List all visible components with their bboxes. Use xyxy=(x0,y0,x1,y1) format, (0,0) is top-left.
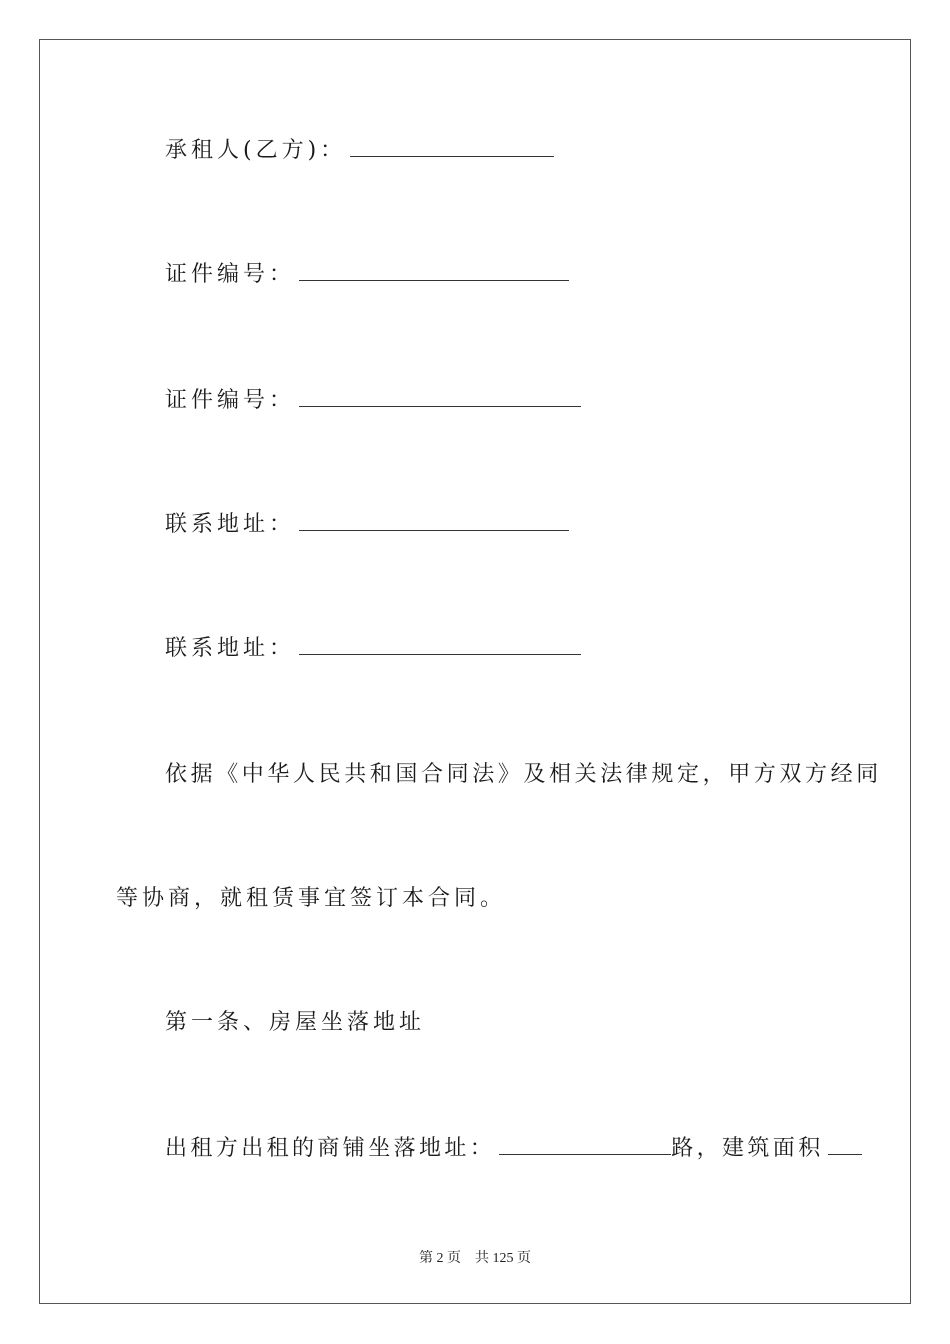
road-area-label: 路，建筑面积 xyxy=(671,1136,824,1161)
total-pages: 共 125 页 xyxy=(475,1251,531,1266)
contact-address-blank-2[interactable] xyxy=(299,636,581,655)
id-number-blank-1[interactable] xyxy=(299,262,569,281)
legal-basis-text-2: 等协商，就租赁事宜签订本合同。 xyxy=(116,886,507,911)
article-one-heading xyxy=(165,1008,425,1038)
id-number-line-2 xyxy=(165,386,581,416)
id-number-line-1 xyxy=(165,260,569,290)
legal-basis-text-1: 依据《中华人民共和国合同法》及相关法律规定，甲方双方经同 xyxy=(165,762,882,787)
contact-address-line-2 xyxy=(165,634,581,664)
contact-address-label-1: 联系地址： xyxy=(165,512,296,537)
article-one-title: 第一条、房屋坐落地址 xyxy=(165,1010,426,1035)
contact-address-blank-1[interactable] xyxy=(299,512,569,531)
contact-address-line-1 xyxy=(165,510,569,540)
page-footer xyxy=(0,1247,950,1267)
shop-address-line xyxy=(165,1134,862,1164)
page-number: 第 2 页 xyxy=(419,1251,461,1266)
tenant-party-b-label: 承租人(乙方)： xyxy=(165,138,347,163)
id-number-blank-2[interactable] xyxy=(299,388,581,407)
shop-address-label: 出租方出租的商铺坐落地址： xyxy=(165,1136,496,1161)
legal-basis-line-2 xyxy=(116,884,506,914)
id-number-label-2: 证件编号： xyxy=(165,388,296,413)
tenant-party-b-blank[interactable] xyxy=(350,138,554,157)
legal-basis-line-1 xyxy=(165,760,882,790)
shop-address-blank[interactable] xyxy=(499,1136,671,1155)
floor-area-blank[interactable] xyxy=(828,1136,862,1155)
contact-address-label-2: 联系地址： xyxy=(165,636,296,661)
id-number-label-1: 证件编号： xyxy=(165,262,296,287)
page-frame xyxy=(39,39,911,1304)
tenant-party-b-line xyxy=(165,136,554,166)
